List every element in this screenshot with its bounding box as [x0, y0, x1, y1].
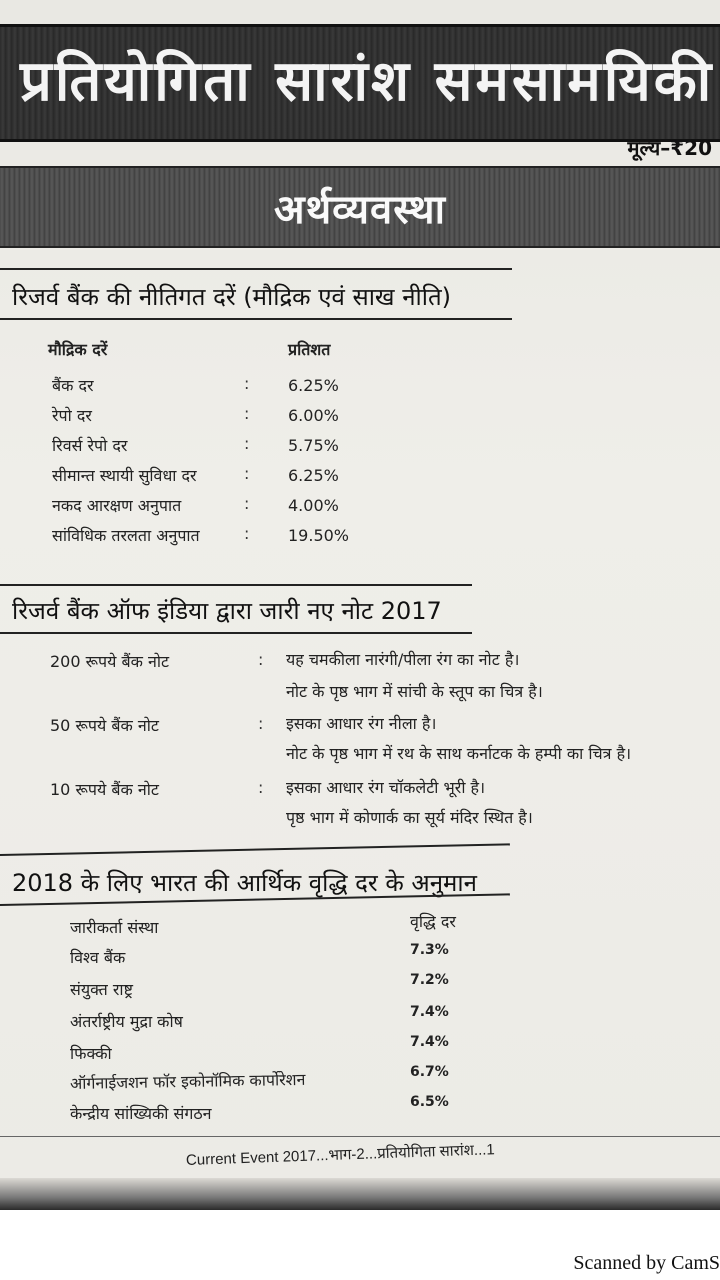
policy-rate-value: 6.00%: [288, 406, 339, 425]
note-desc-line2: नोट के पृष्ठ भाग में सांची के स्तूप का चित्र है।: [286, 682, 543, 701]
colon: :: [244, 404, 250, 423]
divider: [0, 584, 472, 586]
note-desc-line1: यह चमकीला नारंगी/पीला रंग का नोट है।: [286, 650, 520, 669]
growth-org: फिक्की: [70, 1044, 112, 1063]
policy-rate-name: सीमान्त स्थायी सुविधा दर: [52, 466, 197, 485]
note-label: 200 रूपये बैंक नोट: [50, 652, 170, 671]
growth-heading: 2018 के लिए भारत की आर्थिक वृद्धि दर के अनुमान: [12, 869, 477, 897]
note-label: 50 रूपये बैंक नोट: [50, 716, 159, 735]
policy-rate-name: नकद आरक्षण अनुपात: [52, 496, 182, 515]
divider: [0, 318, 512, 320]
section-title: अर्थव्यवस्था: [274, 187, 446, 233]
policy-col-value: प्रतिशत: [288, 340, 331, 359]
policy-rate-name: बैंक दर: [52, 376, 94, 395]
divider: [0, 632, 472, 634]
colon: :: [244, 494, 250, 513]
growth-rate: 6.5%: [410, 1094, 449, 1110]
growth-rate: 7.2%: [410, 972, 449, 988]
growth-org: संयुक्त राष्ट्र: [70, 980, 133, 999]
growth-rate: 7.3%: [410, 942, 449, 958]
page-edge-shadow: [0, 1178, 720, 1210]
growth-org: अंतर्राष्ट्रीय मुद्रा कोष: [70, 1012, 183, 1031]
policy-rates-heading: रिजर्व बैंक की नीतिगत दरें (मौद्रिक एवं साख नीति): [12, 283, 451, 311]
new-notes-heading: रिजर्व बैंक ऑफ इंडिया द्वारा जारी नए नोट 2017: [12, 597, 442, 625]
masthead-title: प्रतियोगिता सारांश समसामयिकी: [20, 49, 715, 114]
policy-rate-name: रिवर्स रेपो दर: [52, 436, 128, 455]
policy-rate-value: 19.50%: [288, 526, 350, 545]
divider: [0, 1136, 720, 1137]
policy-rate-value: 6.25%: [288, 466, 339, 485]
growth-org: केन्द्रीय सांख्यिकी संगठन: [70, 1104, 212, 1123]
colon: :: [258, 650, 264, 669]
policy-rate-value: 5.75%: [288, 436, 339, 455]
growth-col-name: जारीकर्ता संस्था: [70, 918, 159, 937]
colon: :: [244, 434, 250, 453]
divider: [0, 268, 512, 270]
policy-rate-name: रेपो दर: [52, 406, 92, 425]
colon: :: [244, 374, 250, 393]
section-banner: [0, 166, 720, 248]
note-desc-line2: नोट के पृष्ठ भाग में रथ के साथ कर्नाटक के हम्पी का चित्र है।: [286, 744, 632, 763]
colon: :: [244, 524, 250, 543]
masthead: [0, 24, 720, 142]
colon: :: [258, 778, 264, 797]
growth-col-value: वृद्धि दर: [410, 912, 456, 931]
growth-org: ऑर्गनाईजशन फॉर इकोनॉमिक कार्पोरेशन: [69, 1069, 306, 1093]
note-desc-line1: इसका आधार रंग चॉकलेटी भूरी है।: [286, 778, 486, 797]
policy-rate-value: 4.00%: [288, 496, 339, 515]
scanner-watermark: Scanned by CamS: [573, 1252, 720, 1274]
page-footer: Current Event 2017...भाग-2...प्रतियोगिता सारांश...1: [185, 1141, 496, 1169]
growth-rate: 6.7%: [410, 1064, 449, 1080]
growth-rate: 7.4%: [410, 1004, 449, 1020]
policy-col-name: मौद्रिक दरें: [48, 340, 108, 359]
note-desc-line2: पृष्ठ भाग में कोणार्क का सूर्य मंदिर स्थित है।: [286, 808, 533, 827]
note-label: 10 रूपये बैंक नोट: [50, 780, 159, 799]
price-label: मूल्य–₹20: [627, 136, 712, 160]
colon: :: [258, 714, 264, 733]
growth-org: विश्व बैंक: [70, 948, 126, 967]
divider: [0, 843, 510, 856]
note-desc-line1: इसका आधार रंग नीला है।: [286, 714, 437, 733]
growth-rate: 7.4%: [410, 1034, 449, 1050]
policy-rate-value: 6.25%: [288, 376, 339, 395]
policy-rate-name: सांविधिक तरलता अनुपात: [52, 526, 200, 545]
colon: :: [244, 464, 250, 483]
